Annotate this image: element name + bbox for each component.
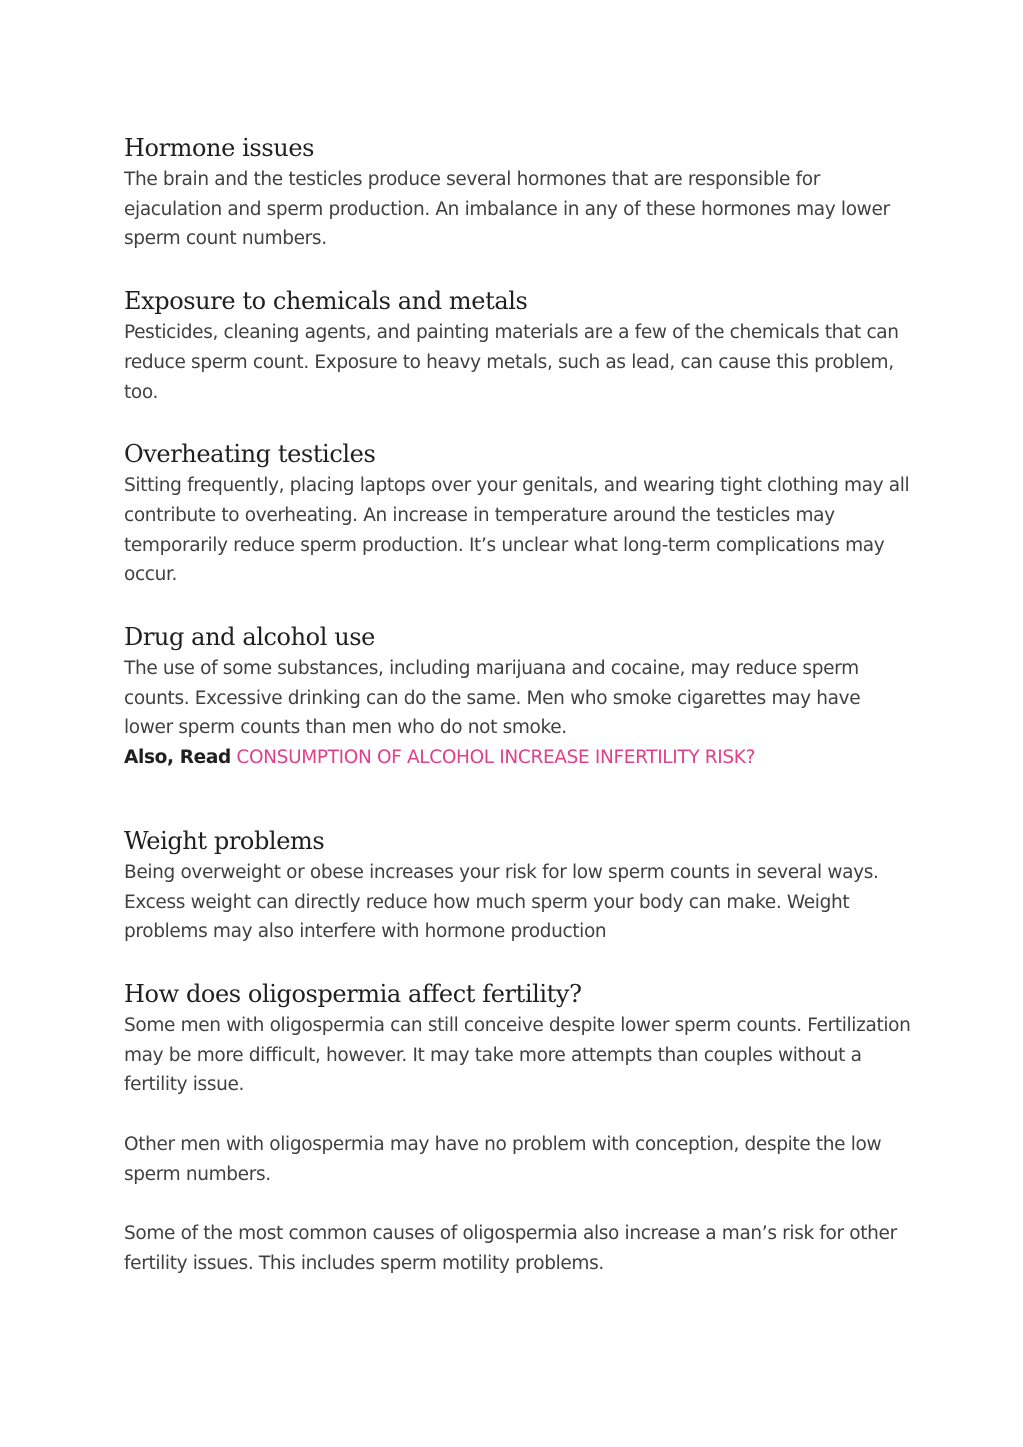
paragraph-chemicals-metals: Pesticides, cleaning agents, and painting materials are a few of the chemicals that can reduce sperm count. Exposure to heavy metals, such as lead, can cause this problem, too. [124,322,899,403]
also-read-line [124,743,914,773]
paragraph-hormone-issues: The brain and the testicles produce several hormones that are responsible for ejaculation and sperm production. An imbalance in any of these hormones may lower sperm count numbers. [124,169,890,250]
paragraph-oligospermia-1: Some men with oligospermia can still conceive despite lower sperm counts. Fertilization may be more difficult, however. It may take more attempts than couples without a fertility issue. [124,1014,911,1096]
paragraph-drug-alcohol: The use of some substances, including marijuana and cocaine, may reduce sperm counts. Excessive drinking can do the same. Men who smoke cigarettes may have lower sperm counts than men who do not smoke. [124,658,861,739]
heading-weight-problems: Weight problems [124,826,325,855]
heading-oligospermia-fertility: How does oligospermia affect fertility? [124,979,582,1008]
document-page [124,131,914,1279]
heading-drug-alcohol: Drug and alcohol use [124,623,375,652]
paragraph-weight-problems: Being overweight or obese increases your risk for low sperm counts in several ways. Excess weight can directly reduce how much sperm your body can make. Weight problems may also interfere with hormone production [124,861,879,943]
also-read-link[interactable]: CONSUMPTION OF ALCOHOL INCREASE INFERTILITY RISK? [236,747,756,769]
paragraph-oligospermia-2: Other men with oligospermia may have no problem with conception, despite the low sperm numbers. [124,1134,882,1185]
heading-chemicals-metals: Exposure to chemicals and metals [124,287,528,316]
also-read-label: Also, Read [124,747,231,769]
paragraph-oligospermia-3: Some of the most common causes of oligospermia also increase a man’s risk for other fertility issues. This includes sperm motility problems. [124,1223,897,1275]
heading-overheating: Overheating testicles [124,440,376,469]
heading-hormone-issues: Hormone issues [124,134,315,162]
paragraph-overheating: Sitting frequently, placing laptops over your genitals, and wearing tight clothing may all contribute to overheating. An increase in temperature around the testicles may temporarily reduce sperm production. It’s unclear what long-term complications may occur. [124,475,910,586]
